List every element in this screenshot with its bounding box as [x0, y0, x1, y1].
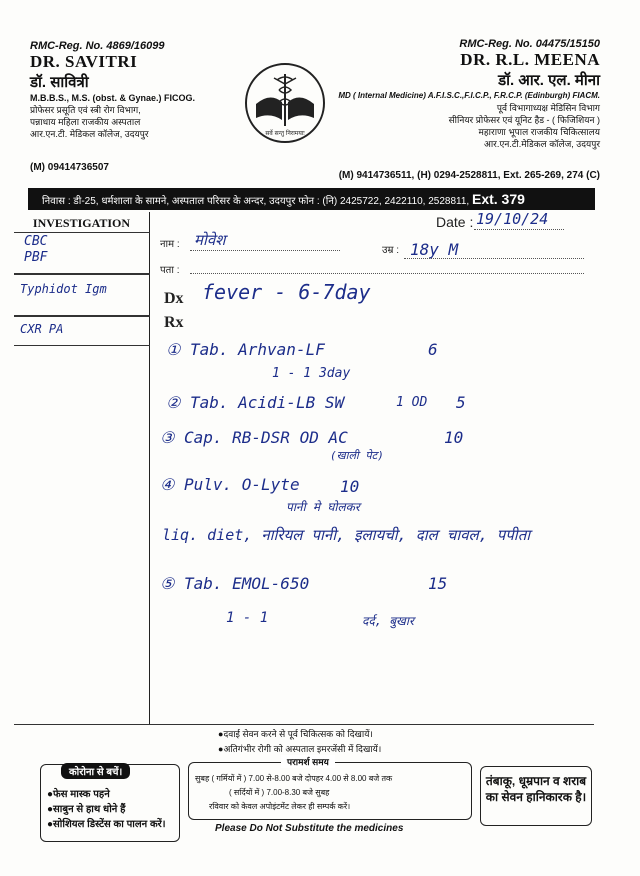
medicine-item-1: ① Tab. Arhvan-LF	[166, 340, 325, 359]
doctor-left-name-en: DR. SAVITRI	[30, 52, 138, 71]
corona-item: ● फेस मास्क पहने	[47, 787, 166, 802]
medicine-item-3-note: (खाली पेट)	[330, 449, 384, 462]
medicine-item-3: ③ Cap. RB-DSR OD AC	[160, 428, 348, 447]
date-label: Date :	[436, 214, 474, 230]
doctor-right-line4: आर.एन.टी.मेडिकल कॉलेज, उदयपुर	[483, 139, 600, 149]
rx-symbol: Rx	[164, 314, 184, 331]
investigation-item: Typhidot Igm	[20, 282, 107, 296]
patient-name-value: मोवेश	[194, 231, 226, 249]
consultation-timing-box	[188, 757, 472, 820]
date-line	[474, 229, 564, 230]
tobacco-warning-box	[480, 766, 592, 826]
dx-symbol: Dx	[164, 290, 184, 307]
medicine-item-4-qty: 10	[340, 477, 360, 496]
medicine-item-5: ⑤ Tab. EMOL-650	[160, 574, 310, 593]
doctor-left-name-hi: डॉ. सावित्री	[30, 74, 89, 91]
doctor-left-line3: आर.एन.टी. मेडिकल कॉलेज, उदयपुर	[30, 129, 149, 139]
doctor-right-line3: महाराणा भूपाल राजकीय चिकित्सालय	[478, 127, 600, 137]
medicine-item-2-dose: 1 OD	[396, 395, 428, 410]
investigation-column	[14, 212, 150, 724]
doctor-right-degrees: MD ( Internal Medicine) A.F.I.S.C.,F.I.C.P., F.R.C.P. (Edinburgh) FIACM.	[338, 91, 600, 100]
corona-item: ● सोशियल डिस्टेंस का पालन करें।	[47, 817, 166, 832]
doctor-left-degrees: M.B.B.S., M.S. (obst. & Gynae.) FICOG.	[30, 93, 196, 103]
corona-item: ● साबुन से हाथ धोने हैं	[47, 802, 166, 817]
address-line	[190, 273, 584, 274]
doctor-right-phone: (M) 9414736511, (H) 0294-2528811, Ext. 265-269, 274 (C)	[338, 170, 600, 181]
doctor-right-reg: RMC-Reg. No. 04475/15150	[459, 38, 600, 50]
footer-note-2: ● अतिगंभीर रोगी को अस्पताल इमरजेंसी में दिखायें।	[218, 742, 381, 757]
medicine-item-1-dose: 1 - 1 3day	[272, 366, 351, 381]
timing-line-2: ( सर्दियों में ) 7.00-8.30 बजे सुबह	[229, 788, 330, 797]
age-line	[404, 258, 584, 259]
doctor-left-block	[30, 40, 240, 140]
medicine-item-2-qty: 5	[456, 393, 466, 412]
investigation-item: CXR PA	[20, 322, 64, 336]
corona-list	[47, 787, 166, 832]
logo-motto: सर्वे सन्तु निरामयाः	[265, 130, 305, 137]
doctor-left-reg: RMC-Reg. No. 4869/16099	[30, 40, 165, 52]
medicine-item-5-qty: 15	[428, 574, 448, 593]
doctor-right-name-hi: डॉ. आर. एल. मीना	[498, 72, 600, 89]
timing-title: परामर्श समय	[281, 755, 335, 768]
medicine-item-1-qty: 6	[428, 340, 438, 359]
footer-note-1: ● दवाई सेवन करने से पूर्व चिकित्सक को दिखायें।	[218, 727, 381, 742]
age-label: उम्र :	[382, 245, 400, 256]
investigation-heading: INVESTIGATION	[32, 216, 131, 230]
diagnosis-text: fever - 6-7day	[202, 280, 371, 304]
investigation-item: CBC	[24, 234, 48, 249]
medicine-item-4: ④ Pulv. O-Lyte	[160, 475, 300, 494]
investigation-item: PBF	[24, 250, 48, 265]
timing-line-1: सुबह ( गर्मियों में ) 7.00 से-8.00 बजे दोपहर 4.00 से 8.00 बजे तक	[195, 774, 393, 783]
address-ext: Ext. 379	[471, 191, 525, 207]
address-text: निवास : डी-25, धर्मशाला के सामने, अस्पताल परिसर के अन्दर, उदयपुर फोन : (नि) 2425722, 2422110, 2528811,	[42, 196, 470, 207]
doctor-left-phone: (M) 09414736507	[30, 162, 109, 173]
medicine-item-4-note: पानी मे घोलकर	[286, 500, 360, 514]
age-value: 18y M	[410, 240, 459, 259]
address-label: पता :	[160, 265, 180, 276]
substitute-notice: Please Do Not Substitute the medicines	[215, 823, 404, 834]
patient-name-line	[190, 250, 340, 251]
patient-name-label: नाम :	[160, 239, 180, 250]
doctor-right-line1: पूर्व विभागाध्यक्ष मेडिसिन विभाग	[496, 103, 600, 113]
corona-box	[40, 764, 180, 842]
timing-line-3: रविवार को केवल अपोइंटमेंट लेकर ही सम्पर्क करें।	[209, 802, 351, 811]
medicine-item-5-note: दर्द, बुखार	[362, 614, 414, 628]
date-value: 19/10/24	[476, 210, 549, 228]
doctor-right-name-en: DR. R.L. MEENA	[460, 50, 600, 69]
diet-advice: liq. diet, नारियल पानी, इलायची, दाल चावल, पपीता	[162, 526, 531, 544]
doctor-left-line2: पन्नाधाय महिला राजकीय अस्पताल	[30, 117, 141, 127]
address-bar	[28, 188, 595, 210]
doctor-right-block	[270, 38, 600, 150]
tobacco-warning-text: तंबाकू, धूम्रपान व शराब का सेवन हानिकारक है।	[485, 774, 587, 804]
corona-title: कोरोना से बचें।	[61, 763, 130, 779]
doctor-left-line1: प्रोफेसर प्रसूति एवं स्त्री रोग विभाग,	[30, 105, 141, 115]
medicine-item-3-qty: 10	[444, 428, 464, 447]
footer-divider	[14, 724, 594, 725]
footer-notes	[218, 727, 381, 757]
doctor-right-line2: सीनियर प्रोफेसर एवं यूनिट हैड - ( फिजिशियन )	[448, 115, 600, 125]
medicine-item-2: ② Tab. Acidi-LB SW	[166, 393, 345, 412]
medicine-item-5-dose: 1 - 1	[226, 610, 269, 626]
